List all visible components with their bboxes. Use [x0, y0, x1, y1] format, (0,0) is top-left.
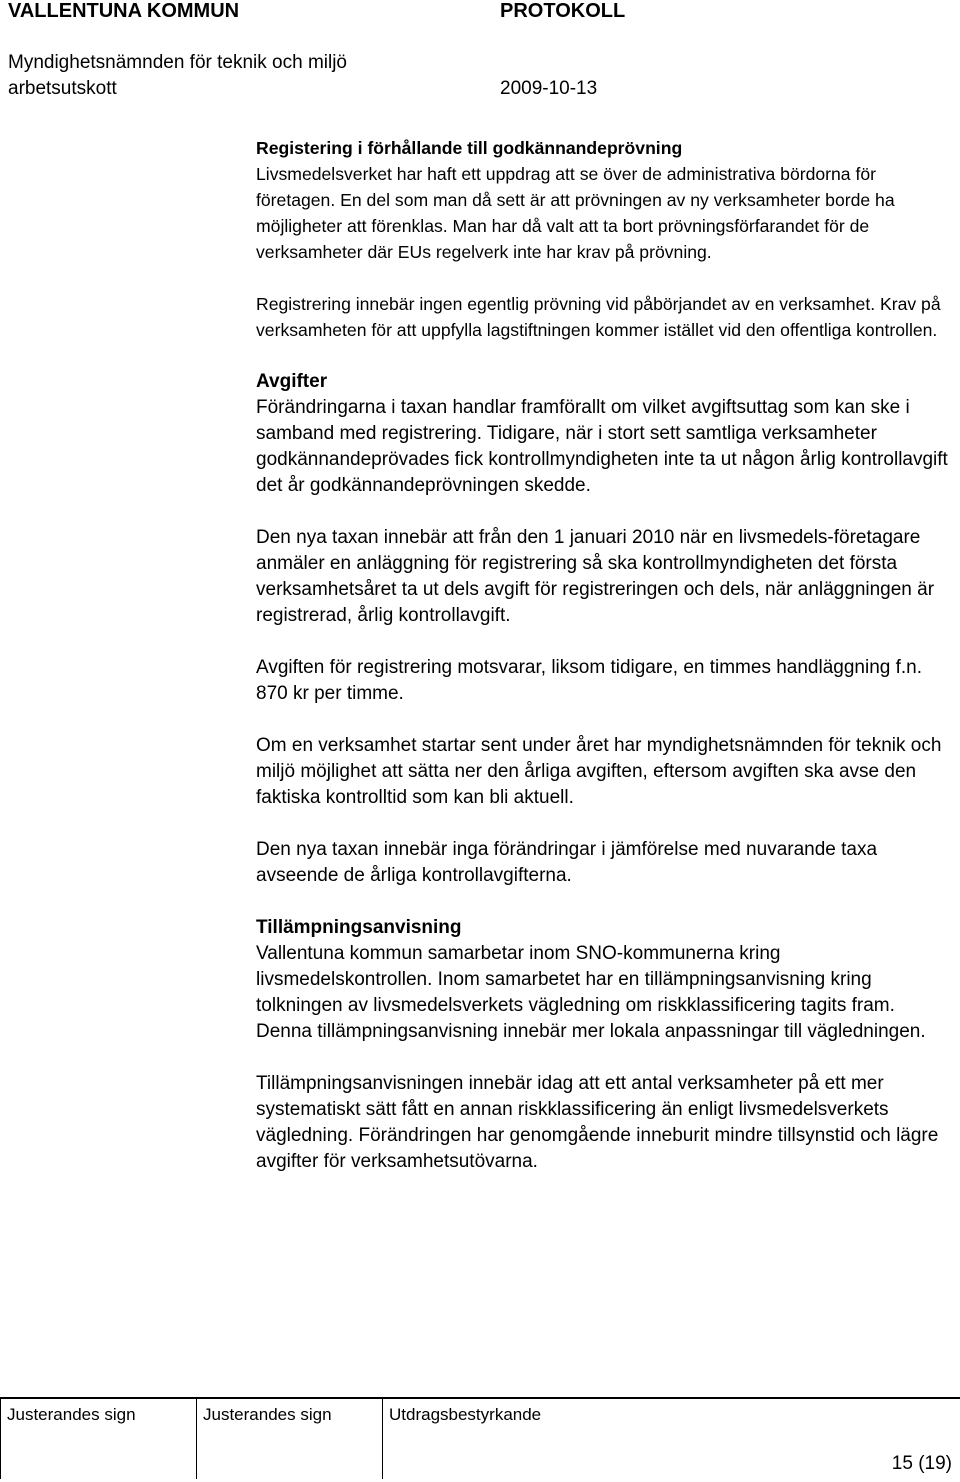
page-number: 15 (19) — [891, 1453, 952, 1474]
paragraph: Den nya taxan innebär att från den 1 januari 2010 när en livsmedels-företagare anmäler en anläggning för registrering så ska kontrollmyndigheten det första verksamhetsåret ta ut dels avgift för registreringen och dels, när anläggningen är registrerad, årlig kontrollavgift. — [256, 527, 935, 626]
paragraph: Förändringarna i taxan handlar framförallt om vilket avgiftsuttag som kan ske i samband med registrering. Tidigare, när i stort sett samtliga verksamheter godkännandeprövades fick kontrollmyndigheten inte ta ut någon årlig kontrollavgift det år godkännandeprövningen skedde. — [256, 397, 948, 496]
document-body — [256, 135, 956, 1175]
section-heading: Tillämpningsanvisning — [256, 917, 462, 938]
signature-label: Justerandes sign — [7, 1405, 136, 1424]
meeting-date: 2009-10-13 — [500, 78, 598, 99]
section-heading: Registering i förhållande till godkännandeprövning — [256, 138, 683, 158]
fees-section — [256, 369, 956, 915]
signature-box-1 — [0, 1399, 193, 1479]
paragraph: Avgiften för registrering motsvarar, liksom tidigare, en timmes handläggning f.n. 870 kr per timme. — [256, 657, 923, 704]
section-heading: Avgifter — [256, 371, 328, 392]
subcommittee-name: arbetsutskott — [8, 78, 117, 99]
guidance-section — [256, 915, 956, 1175]
signature-box-2 — [196, 1399, 379, 1479]
extract-certification-box — [382, 1399, 583, 1479]
signature-label: Justerandes sign — [203, 1405, 332, 1424]
paragraph: Tillämpningsanvisningen innebär idag att ett antal verksamheter på ett mer systematiskt sätt fått en annan riskklassificering än enligt livsmedelsverkets vägledning. Förändringen har genomgående inneburit mindre tillsynstid och lägre avgifter för verksamhetsutövarna. — [256, 1073, 939, 1172]
paragraph: Registrering innebär ingen egentlig prövning vid påbörjandet av en verksamhet. Krav på verksamheten för att uppfylla lagstiftningen kommer istället vid den offentliga kontrollen. — [256, 294, 941, 340]
signature-footer — [0, 1397, 960, 1482]
paragraph: Den nya taxan innebär inga förändringar i jämförelse med nuvarande taxa avseende de årliga kontrollavgifterna. — [256, 839, 878, 886]
organization-name: VALLENTUNA KOMMUN — [8, 0, 240, 22]
document-type: PROTOKOLL — [500, 0, 626, 22]
registration-section — [256, 135, 956, 369]
committee-name: Myndighetsnämnden för teknik och miljö — [8, 52, 348, 73]
extract-certification-label: Utdragsbestyrkande — [389, 1405, 542, 1424]
paragraph: Om en verksamhet startar sent under året har myndighetsnämnden för teknik och miljö möjlighet att sätta ner den årliga avgiften, eftersom avgiften ska avse den faktiska kontrolltid som kan bli aktuell. — [256, 735, 942, 808]
paragraph: Livsmedelsverket har haft ett uppdrag att se över de administrativa bördorna för företagen. En del som man då sett är att prövningen av ny verksamheter borde ha möjligheter att förenklas. Man har då valt att ta bort prövningsförfarandet för de verksamheter där EUs regelverk inte har krav på prövning. — [256, 164, 895, 262]
paragraph: Vallentuna kommun samarbetar inom SNO-kommunerna kring livsmedelskontrollen. Inom samarbetet har en tillämpningsanvisning kring tolkningen av livsmedelsverkets vägledning om riskklassificering tagits fram. Denna tillämpningsanvisning innebär mer lokala anpassningar till vägledningen. — [256, 943, 926, 1042]
